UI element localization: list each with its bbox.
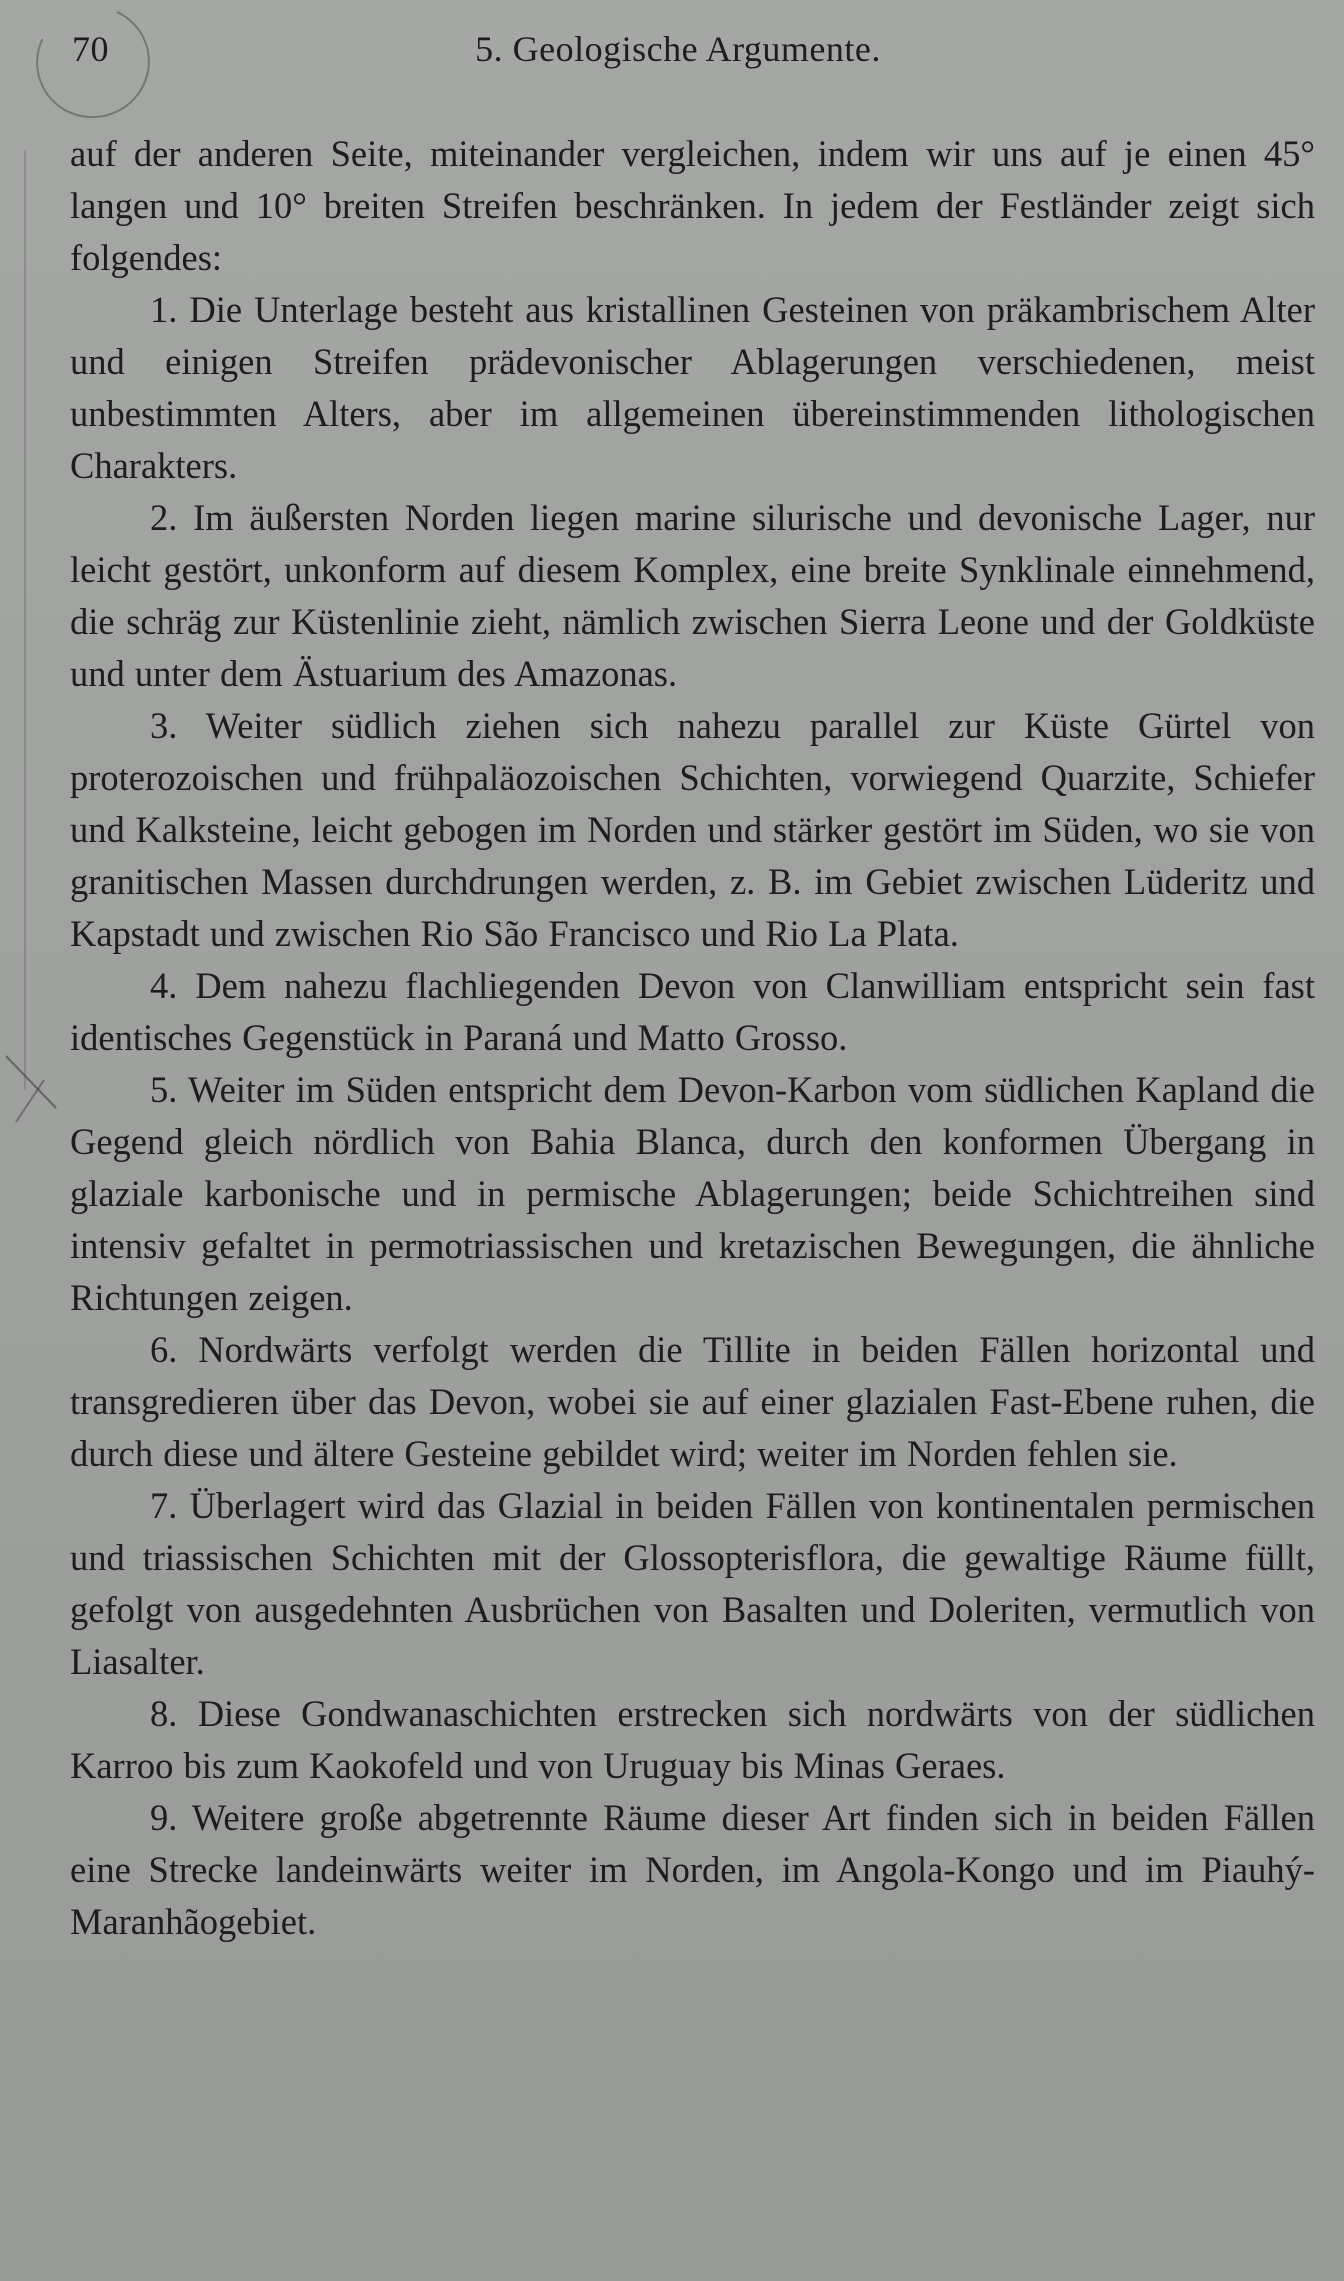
page-number: 70 xyxy=(72,29,109,69)
list-item-9: 9. Weitere große abgetrennte Räume dieser Art finden sich in beiden Fällen eine Strecke landeinwärts weiter im Norden, im Angola-Kongo und im Piauhý-Maranhãogebiet. xyxy=(70,1797,1315,1942)
running-head: 5. Geologische Argumente. xyxy=(475,29,881,69)
list-item-5: 5. Weiter im Süden entspricht dem Devon-Karbon vom südlichen Kapland die Gegend gleich nördlich von Bahia Blanca, durch den konformen Übergang in glaziale karbonische und in permische Ablagerungen; beide Schichtreihen sind intensiv gefaltet in permotriassischen und kretazischen Bewegungen, die ähnliche Richtungen zeigen. xyxy=(70,1069,1315,1318)
list-item-1: 1. Die Unterlage besteht aus kristallinen Gesteinen von präkambrischem Alter und einigen Streifen prädevonischer Ablagerungen verschiedenen, meist unbestimmten Alters, aber im allgemeinen übereinstimmenden lithologischen Charakters. xyxy=(70,289,1315,486)
margin-pencil-line xyxy=(24,150,26,1090)
list-item-2: 2. Im äußersten Norden liegen marine silurische und devonische Lager, nur leicht gestört, unkonform auf diesem Komplex, eine breite Synklinale einnehmend, die schräg zur Küstenlinie zieht, nämlich zwischen Sierra Leone und der Goldküste und unter dem Ästuarium des Amazonas. xyxy=(70,497,1315,694)
page-header xyxy=(72,20,1284,80)
list-item-6: 6. Nordwärts verfolgt werden die Tillite in beiden Fällen horizontal und transgredieren über das Devon, wobei sie auf einer glazialen Fast-Ebene ruhen, die durch diese und ältere Gesteine gebildet wird; weiter im Norden fehlen sie. xyxy=(70,1329,1315,1474)
body-text xyxy=(70,128,1315,1948)
list-item-3: 3. Weiter südlich ziehen sich nahezu parallel zur Küste Gürtel von proterozoischen und frühpaläozoischen Schichten, vorwiegend Quarzite, Schiefer und Kalksteine, leicht gebogen im Norden und stärker gestört im Süden, wo sie von granitischen Massen durchdrungen werden, z. B. im Gebiet zwischen Lüderitz und Kapstadt und zwischen Rio São Francisco und Rio La Plata. xyxy=(70,705,1315,954)
list-item-7: 7. Überlagert wird das Glazial in beiden Fällen von kontinentalen permischen und triassischen Schichten mit der Glossopterisflora, die gewaltige Räume füllt, gefolgt von ausgedehnten Ausbrüchen von Basalten und Doleriten, vermutlich von Liasalter. xyxy=(70,1485,1315,1682)
list-item-4: 4. Dem nahezu flachliegenden Devon von Clanwilliam entspricht sein fast identisches Gegenstück in Paraná und Matto Grosso. xyxy=(70,965,1315,1058)
paragraph-intro: auf der anderen Seite, miteinander vergleichen, indem wir uns auf je einen 45° langen und 10° breiten Streifen beschränken. In jedem der Festländer zeigt sich folgendes: xyxy=(70,133,1315,278)
list-item-8: 8. Diese Gondwanaschichten erstrecken sich nordwärts von der südlichen Karroo bis zum Kaokofeld und von Uruguay bis Minas Geraes. xyxy=(70,1693,1315,1786)
margin-pencil-mark xyxy=(4,1050,74,1130)
